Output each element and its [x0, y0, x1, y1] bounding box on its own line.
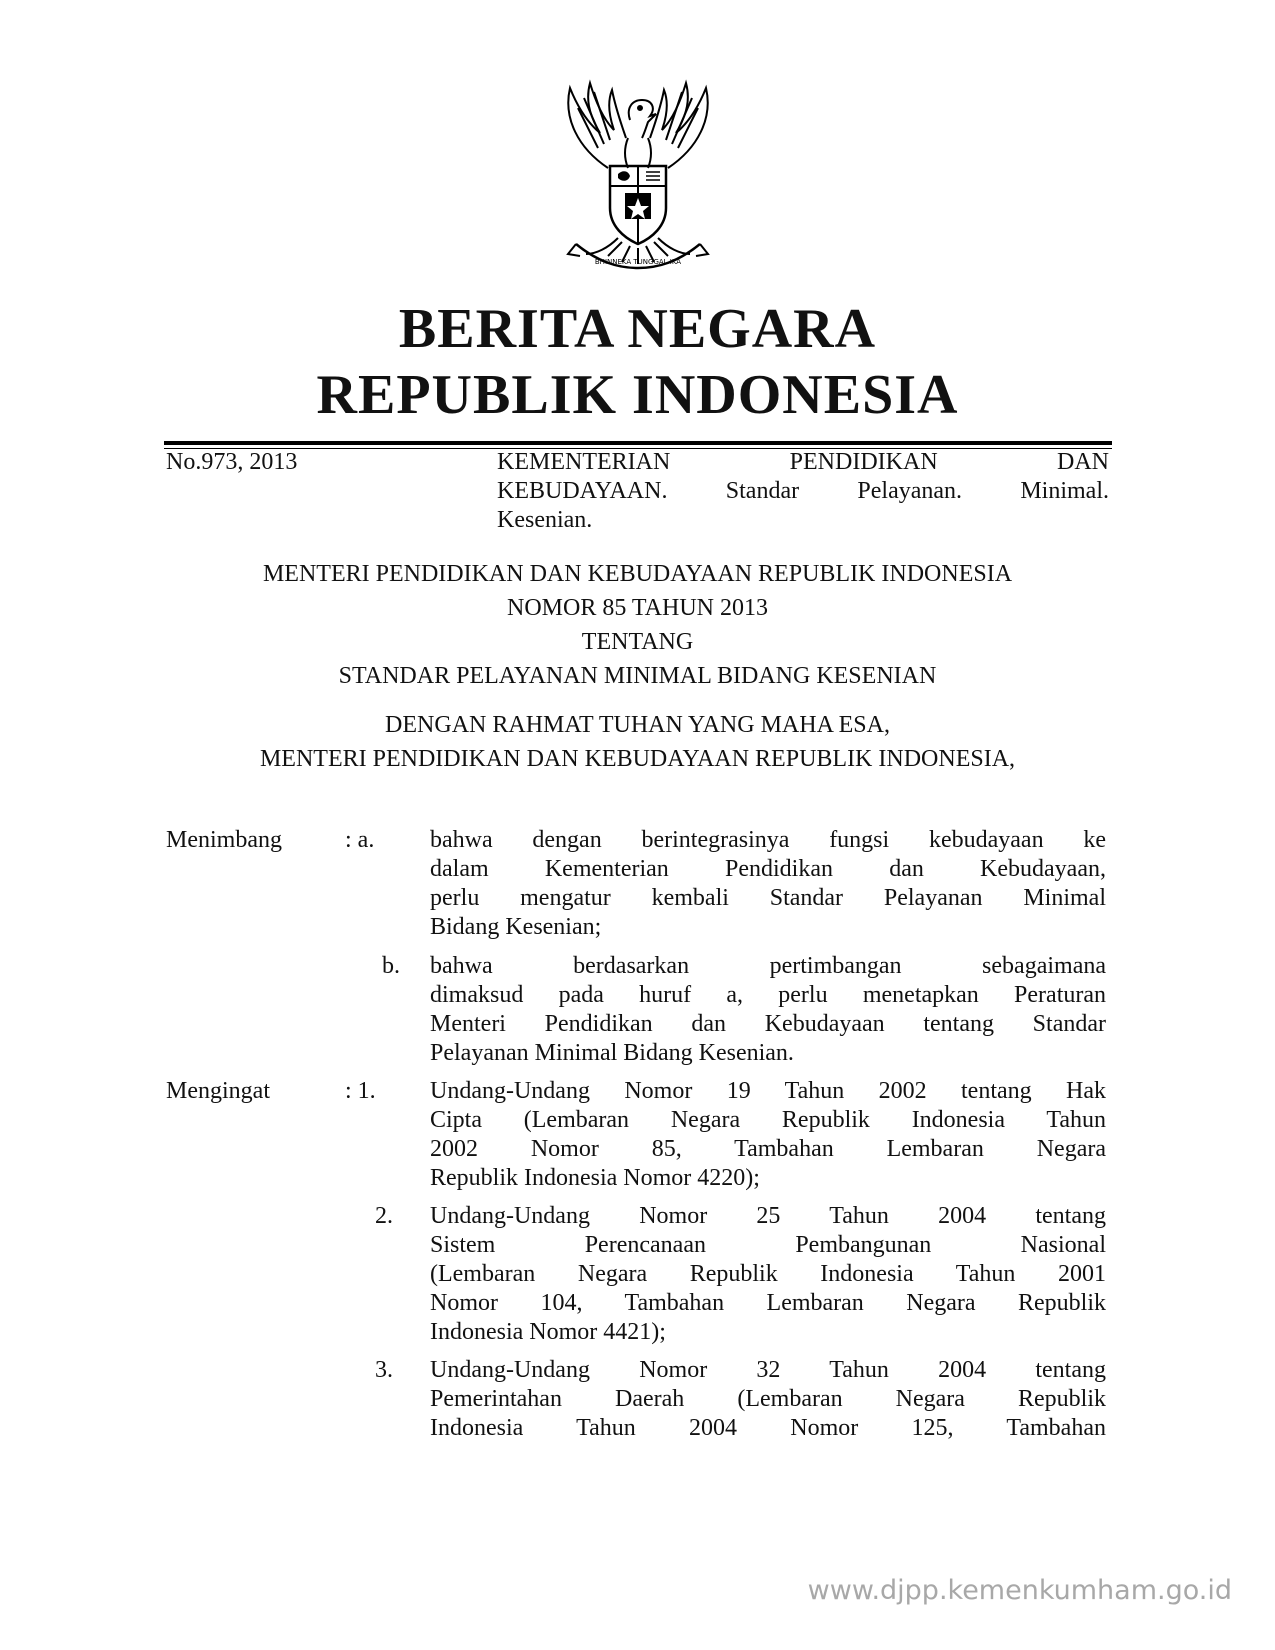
heading-number: NOMOR 85 TAHUN 2013	[507, 595, 768, 621]
section-label-mengingat: Mengingat	[166, 1078, 270, 1104]
menimbang-item-b	[430, 952, 1106, 1068]
item-line: Undang-Undang Nomor 32 Tahun 2004 tentang	[430, 1357, 1106, 1383]
mengingat-item-1	[430, 1077, 1106, 1193]
item-line: 2002 Nomor 85, Tambahan Lembaran Negara	[430, 1136, 1106, 1162]
subject-line: KEBUDAYAAN. Standar Pelayanan. Minimal.	[497, 478, 1109, 504]
masthead-line1: BERITA NEGARA	[398, 298, 877, 360]
item-line: bahwa berdasarkan pertimbangan sebagaimana	[430, 953, 1106, 979]
item-line: (Lembaran Negara Republik Indonesia Tahun 2001	[430, 1261, 1106, 1287]
item-line: dimaksud pada huruf a, perlu menetapkan Peraturan	[430, 982, 1106, 1008]
item-line: dalam Kementerian Pendidikan dan Kebudayaan,	[430, 856, 1106, 882]
heading-title: STANDAR PELAYANAN MINIMAL BIDANG KESENIAN	[338, 663, 937, 689]
subject-line: KEMENTERIAN PENDIDIKAN DAN	[497, 449, 1109, 475]
mengingat-item-2	[430, 1202, 1106, 1347]
item-marker: 3.	[375, 1357, 393, 1383]
item-line: Bidang Kesenian;	[430, 914, 602, 940]
heading-minister: MENTERI PENDIDIKAN DAN KEBUDAYAAN REPUBLIK INDONESIA	[262, 561, 1013, 587]
menimbang-item-a	[430, 826, 1106, 942]
heading-tentang: TENTANG	[581, 629, 694, 655]
document-number: No.973, 2013	[166, 449, 298, 475]
item-line: Indonesia Tahun 2004 Nomor 125, Tambahan	[430, 1415, 1106, 1441]
item-line: Pemerintahan Daerah (Lembaran Negara Republik	[430, 1386, 1106, 1412]
emblem-motto: BHINNEKA TUNGGAL IKA	[594, 258, 682, 266]
garuda-pancasila-emblem-icon	[538, 78, 738, 278]
heading-minister-repeat: MENTERI PENDIDIKAN DAN KEBUDAYAAN REPUBLIK INDONESIA,	[259, 746, 1016, 772]
item-line: Republik Indonesia Nomor 4220);	[430, 1165, 760, 1191]
item-marker: : a.	[345, 827, 375, 853]
item-marker: b.	[382, 953, 400, 979]
masthead	[0, 296, 1275, 428]
heading-invocation: DENGAN RAHMAT TUHAN YANG MAHA ESA,	[385, 712, 890, 738]
source-watermark: www.djpp.kemenkumham.go.id	[807, 1575, 1232, 1606]
item-line: Indonesia Nomor 4421);	[430, 1319, 666, 1345]
item-line: Undang-Undang Nomor 25 Tahun 2004 tentang	[430, 1203, 1106, 1229]
subject-line: Kesenian.	[497, 507, 593, 533]
item-line: Nomor 104, Tambahan Lembaran Negara Republik	[430, 1290, 1106, 1316]
item-line: Menteri Pendidikan dan Kebudayaan tentang Standar	[430, 1011, 1106, 1037]
item-line: perlu mengatur kembali Standar Pelayanan Minimal	[430, 885, 1106, 911]
mengingat-item-3	[430, 1356, 1106, 1443]
masthead-line2: REPUBLIK INDONESIA	[316, 364, 959, 426]
item-line: Undang-Undang Nomor 19 Tahun 2002 tentang Hak	[430, 1078, 1106, 1104]
item-line: Sistem Perencanaan Pembangunan Nasional	[430, 1232, 1106, 1258]
item-marker: : 1.	[345, 1078, 376, 1104]
emblem-graphic	[538, 78, 738, 278]
item-line: Pelayanan Minimal Bidang Kesenian.	[430, 1040, 794, 1066]
document-subject	[497, 448, 1109, 535]
item-line: bahwa dengan berintegrasinya fungsi kebudayaan ke	[430, 827, 1106, 853]
masthead-rule-thick	[164, 441, 1112, 445]
section-label-menimbang: Menimbang	[166, 827, 282, 853]
item-line: Cipta (Lembaran Negara Republik Indonesia Tahun	[430, 1107, 1106, 1133]
item-marker: 2.	[375, 1203, 393, 1229]
